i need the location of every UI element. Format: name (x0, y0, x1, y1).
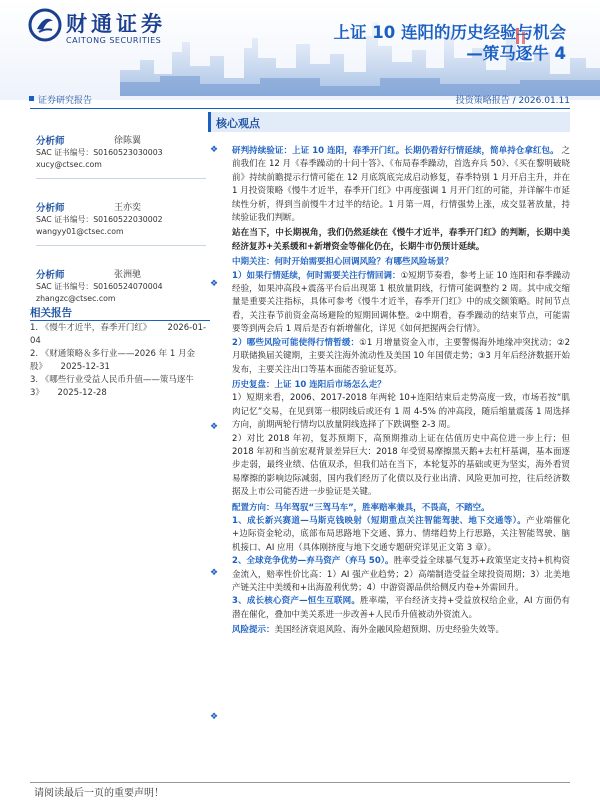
paragraph-emphasis (232, 227, 570, 254)
diamond-bullet-icon: ❖ (210, 279, 219, 289)
subheading: 1、成长新兴赛道—马斯克钱映射（短期重点关注智能驾驶、地下交通等）。 (232, 515, 527, 526)
analyst-card (30, 189, 210, 251)
subheading: 2）哪些风险可能使得行情暂缓： (232, 337, 360, 348)
related-report-date: 2025-12-28 (57, 388, 107, 398)
diamond-bullet-icon: ❖ (210, 712, 219, 722)
footer-divider (30, 782, 570, 783)
report-title: 上证 10 连阳的历史经验与机会 (333, 23, 566, 42)
brand-name-cn: 财通证券 (66, 11, 166, 36)
header-divider (30, 108, 570, 109)
related-report-item[interactable] (30, 348, 210, 374)
related-report-date: 2025-12-31 (60, 362, 110, 372)
analyst-name: 张洲驰 (114, 270, 142, 280)
divider (36, 245, 206, 246)
related-report-item[interactable] (30, 322, 210, 348)
subheading: 3、成长核心资产—恒生互联网。 (232, 596, 361, 607)
analyst-label: 分析师 (36, 270, 65, 281)
paragraph: 2）对比 2018 年初，复苏预期下，高预期推动上证在估值历史中高位进一步上行；但 2018 年初和当前宏观背景差异巨大：2018 年受贸易摩擦黑天鹅+去杠杆基调，基本面逐步走弱，最终业绩、估值双杀，但我们站在当下，本轮复苏的基础或更为坚实，海外看贸易摩擦的影响边际减弱，国内我们经历了化债以及行业出清、风险更加可控，往后经济数据及上市公司能否进一步验证是关键。 (232, 433, 570, 498)
paragraph: ①1 月增量资金入市，主要警惕海外地缘冲突扰动；②2 月联储换届关键期，主要关注海外流动性及美国 10 年国债走势；③3 月年后经济数据开始发布，主要关注出口等基本面能否验证复苏。 (232, 337, 570, 375)
brand-mark-icon (28, 8, 62, 42)
section-heading: 风险提示： (232, 625, 275, 636)
meta-bar (30, 91, 570, 107)
analyst-cert: SAC 证书编号：S0160523030003 (36, 148, 163, 157)
paragraph: ①短期节奏看，参考上证 10 连阳和春季躁动经验，如果冲高段+震荡平台后出现第 1 根放量阴线，行情可能调整约 2 周。其中成交缩量是重要关注指标，具体可参考《慢牛才近半，春季开门红》中的成交额策略。时间节点看，关注春节前资金高场避险的短期回调体整。②中期看，春季躁动的结束节点，可能需要等到两会后 1 周后是否有新增催化，详见《如何把握两会行情》。 (232, 270, 570, 335)
subheading: 1）如果行情延续，何时需要关注行情回调： (232, 270, 401, 281)
section-heading: 研判持续验证：上证 10 连阳，春季开门红。长期仍看好行情延续，简单持仓拿红包。 (232, 146, 559, 156)
emphasis-text: 站在当下，中长期视角，我们仍然延续在《慢牛才近半，春季开门红》的判断，长期中美经济复苏+关系缓和+新增资金等催化仍在，长期牛市仍预计延续。 (232, 228, 570, 252)
divider (36, 178, 206, 179)
paragraph: 产业端催化+边际资金轮动，底部布局思路地下交通、算力、情绪趋势上行思路，关注智能驾驶、脑机接口、AI 应用（具体刚挤度与地下交通专题研究详见正文第 3 章）。 (232, 515, 570, 553)
section-history (232, 379, 570, 500)
section-risk (232, 624, 570, 637)
report-type: 证券研究报告 (38, 93, 92, 106)
analyst-label: 分析师 (36, 203, 65, 214)
analyst-name: 王亦奕 (114, 203, 142, 213)
related-report-title: 3. 《哪些行业受益人民币升值——策马逐牛 3》 (30, 375, 194, 398)
section-heading: 配置方向：马年驾驭“三驾马车”，胜率赔率兼具，不畏高，不踏空。 (232, 502, 490, 513)
related-report-title: 1. 《慢牛才近半，春季开门红》 (30, 323, 152, 333)
section-allocation (232, 502, 570, 623)
report-date: 投资策略报告 / 2026.01.11 (455, 96, 570, 106)
analyst-label: 分析师 (36, 136, 65, 147)
related-report-date: 2026-01-04 (30, 323, 207, 346)
diamond-bullet-icon: ❖ (210, 422, 219, 432)
paragraph: 胜率端，平台经济支持+受益放权给企业，AI 方面仍有潜在催化，叠加中美关系进一步改善+人民币升值被动外资流入。 (232, 596, 570, 620)
paragraph: 胜率受益全球暴气复苏+政策坚定支持+机构资金流入，赔率性价比高：1）AI 强产业趋势；2）高端制造受益全球投资周期；3）北美地产链关注中美缓和+出海盈利优势；4）中游资源品供给侧反内卷+外需回升。 (232, 556, 570, 593)
analyst-email[interactable]: zhangzc@ctsec.com (36, 294, 116, 303)
section-heading: 中期关注：何时开始需要担心回调风险？有哪些风险场景？ (232, 257, 454, 268)
section-mid-term (232, 256, 570, 377)
related-reports-title: 相关报告 (30, 307, 72, 319)
paragraph: 1）短期来看，2006、2017-2018 年两轮 10+连阳结束后走势高度一致，市场若按“肌肉记忆”交易，在见到第一根阴线后或还有 1 周 4-5% 的冲高段，随后缩量震荡 1 周选择方向，前期两轮行情均以放量阴线选择了下跌调整 2-3 周。 (232, 393, 570, 431)
brand-logo (28, 6, 188, 54)
analyst-email[interactable]: xucy@ctsec.com (36, 160, 102, 169)
core-views-title: 核心观点 (216, 117, 260, 130)
brand-name-en: CAITONG SECURITIES (66, 36, 162, 45)
section-heading: 历史复盘：上证 10 连阳后市场怎么走？ (232, 379, 386, 390)
paragraph: 美国经济衰退风险、海外金融风险超预期、历史经验失效等。 (274, 625, 505, 636)
report-subtitle: —策马逐牛 4 (466, 44, 566, 63)
analyst-email[interactable]: wangyy01@ctsec.com (36, 227, 124, 236)
accent-bar (208, 112, 211, 132)
related-report-title: 2. 《财通策略＆多行业——2026 年 1 月金股》 (30, 349, 195, 372)
analyst-panel (30, 122, 210, 323)
analyst-cert: SAC 证书编号：S0160522030002 (36, 215, 163, 224)
paragraph: 之前我们在 12 月《春季躁动的十问十答》、《布局春季躁动，首选弃兵 50》、《买在黎明破晓前》持续前瞻提示行情可能在 12 月底筑底完成启动修复，春季特别 1 月开启主升，并在 1 月投资策略《慢牛才近半，春季开门红》中再度强调 1 月开门红的可能，并详解牛市延续性分析，得到当前慢牛才过半的结论。1 月第一周，行情强势上涨，成交显著放量，持续验证我们判断。 (232, 146, 570, 224)
related-report-item[interactable] (30, 374, 210, 400)
related-divider (30, 320, 210, 321)
analyst-name: 徐陈翼 (114, 136, 142, 146)
diamond-bullet-icon: ❖ (210, 568, 219, 578)
analyst-cert: SAC 证书编号：S0160524070004 (36, 282, 163, 291)
disclaimer-notice: 请阅读最后一页的重要声明！ (34, 788, 164, 799)
diamond-bullet-icon: ❖ (210, 145, 219, 155)
section-research-validation (232, 145, 570, 225)
related-reports-list (30, 322, 210, 400)
core-views-header (208, 112, 570, 132)
analyst-card (30, 122, 210, 184)
core-views-body (232, 145, 570, 638)
report-header (0, 0, 600, 100)
subheading: 2、全球竞争优势—弃马资产（弃马 50）。 (232, 556, 394, 567)
